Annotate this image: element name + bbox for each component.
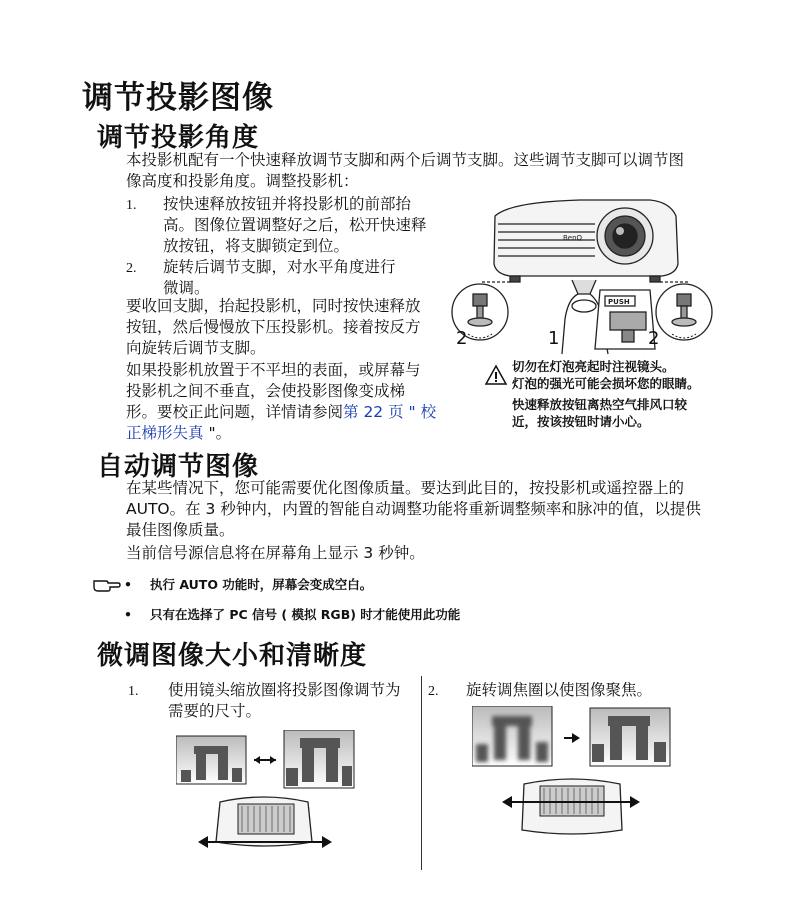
paragraph-line: 要收回支脚，抬起投影机，同时按快速释放: [126, 297, 421, 315]
intro-line: 像高度和投影角度。调整投影机：: [126, 172, 359, 190]
warning-text: [512, 358, 700, 392]
warning-line: 切勿在灯泡亮起时注视镜头。: [512, 359, 675, 374]
step-line: 按快速释放按钮并将投影机的前部抬: [163, 195, 412, 213]
caution-line: 快速释放按钮离热空气排风口较: [512, 397, 688, 412]
warning-line: 灯泡的强光可能会损坏您的眼睛。: [512, 376, 700, 391]
section-heading-fine: 微调图像大小和清晰度: [97, 641, 368, 671]
step2-text: [163, 257, 396, 299]
step-line: 使用镜头缩放圈将投影图像调节为: [168, 681, 401, 699]
uneven-paragraph: [126, 360, 436, 444]
step-number: 2.: [126, 261, 137, 276]
step-line: 微调。: [163, 279, 210, 297]
step-number: 1.: [126, 198, 137, 213]
zoom-illustration: [176, 730, 356, 860]
paragraph-line: 最佳图像质量。: [126, 521, 235, 539]
retract-paragraph: [126, 296, 421, 359]
step-number: 2.: [428, 684, 439, 699]
step1-text: [163, 194, 427, 257]
paragraph-line: [126, 402, 436, 423]
section-heading-angle: 调节投影角度: [97, 123, 260, 153]
step-number: 1.: [128, 684, 139, 699]
step-line: 旋转后调节支脚，对水平角度进行: [163, 258, 396, 276]
brand-label: BenQ: [563, 234, 583, 242]
push-label: PUSH: [608, 298, 630, 306]
step-line: 高。图像位置调整好之后，松开快速释: [163, 216, 427, 234]
paragraph-line: 投影机之间不垂直，会使投影图像变成梯: [126, 382, 406, 400]
bullet: •: [124, 607, 132, 622]
bullet: •: [124, 577, 132, 592]
pointing-hand-icon: [92, 576, 124, 594]
caution-line: 近，按该按钮时请小心。: [512, 414, 650, 429]
angle-intro: [126, 150, 684, 192]
paragraph-line: 在某些情况下，您可能需要优化图像质量。要达到此目的，按投影机或遥控器上的: [126, 479, 685, 497]
paragraph-text: 形。要校正此问题，详情请参阅: [126, 403, 344, 421]
zoom-step-text: [168, 680, 401, 722]
auto-info: 当前信号源信息将在屏幕角上显示 3 秒钟。: [126, 544, 425, 562]
step-line: 需要的尺寸。: [168, 702, 262, 720]
paragraph-text: "。: [203, 424, 232, 442]
paragraph-line: 如果投影机放置于不平坦的表面，或屏幕与: [126, 361, 421, 379]
paragraph-line: 按钮，然后慢慢放下压投影机。接着按反方: [126, 318, 421, 336]
paragraph-line: 向旋转后调节支脚。: [126, 339, 266, 357]
focus-step-text: 旋转调焦圈以使图像聚焦。: [466, 681, 653, 699]
page-title: 调节投影图像: [82, 80, 274, 116]
auto-paragraph: [126, 478, 701, 541]
keystone-link[interactable]: 第 22 页 " 校: [343, 403, 437, 421]
note-pc-signal: 只有在选择了 PC 信号 ( 模拟 RGB) 时才能使用此功能: [150, 607, 461, 622]
caution-text: [512, 396, 687, 430]
column-divider: [421, 676, 422, 870]
paragraph-line: [126, 423, 436, 444]
callout-2-left: 2: [456, 328, 468, 349]
keystone-link-cont[interactable]: 正梯形失真: [126, 424, 204, 442]
callout-1: 1: [548, 328, 560, 349]
focus-illustration: [472, 706, 672, 846]
note-auto-blank: 执行 AUTO 功能时，屏幕会变成空白。: [150, 577, 373, 592]
callout-2-right: 2: [648, 328, 660, 349]
intro-line: 本投影机配有一个快速释放调节支脚和两个后调节支脚。这些调节支脚可以调节图: [126, 151, 685, 169]
warning-triangle-icon: [484, 364, 508, 386]
paragraph-line: AUTO。在 3 秒钟内，内置的智能自动调整功能将重新调整频率和脉冲的值，以提供: [126, 500, 701, 518]
projector-diagram: [450, 194, 730, 356]
section-heading-auto: 自动调节图像: [97, 452, 260, 482]
step-line: 放按钮，将支脚锁定到位。: [163, 237, 350, 255]
